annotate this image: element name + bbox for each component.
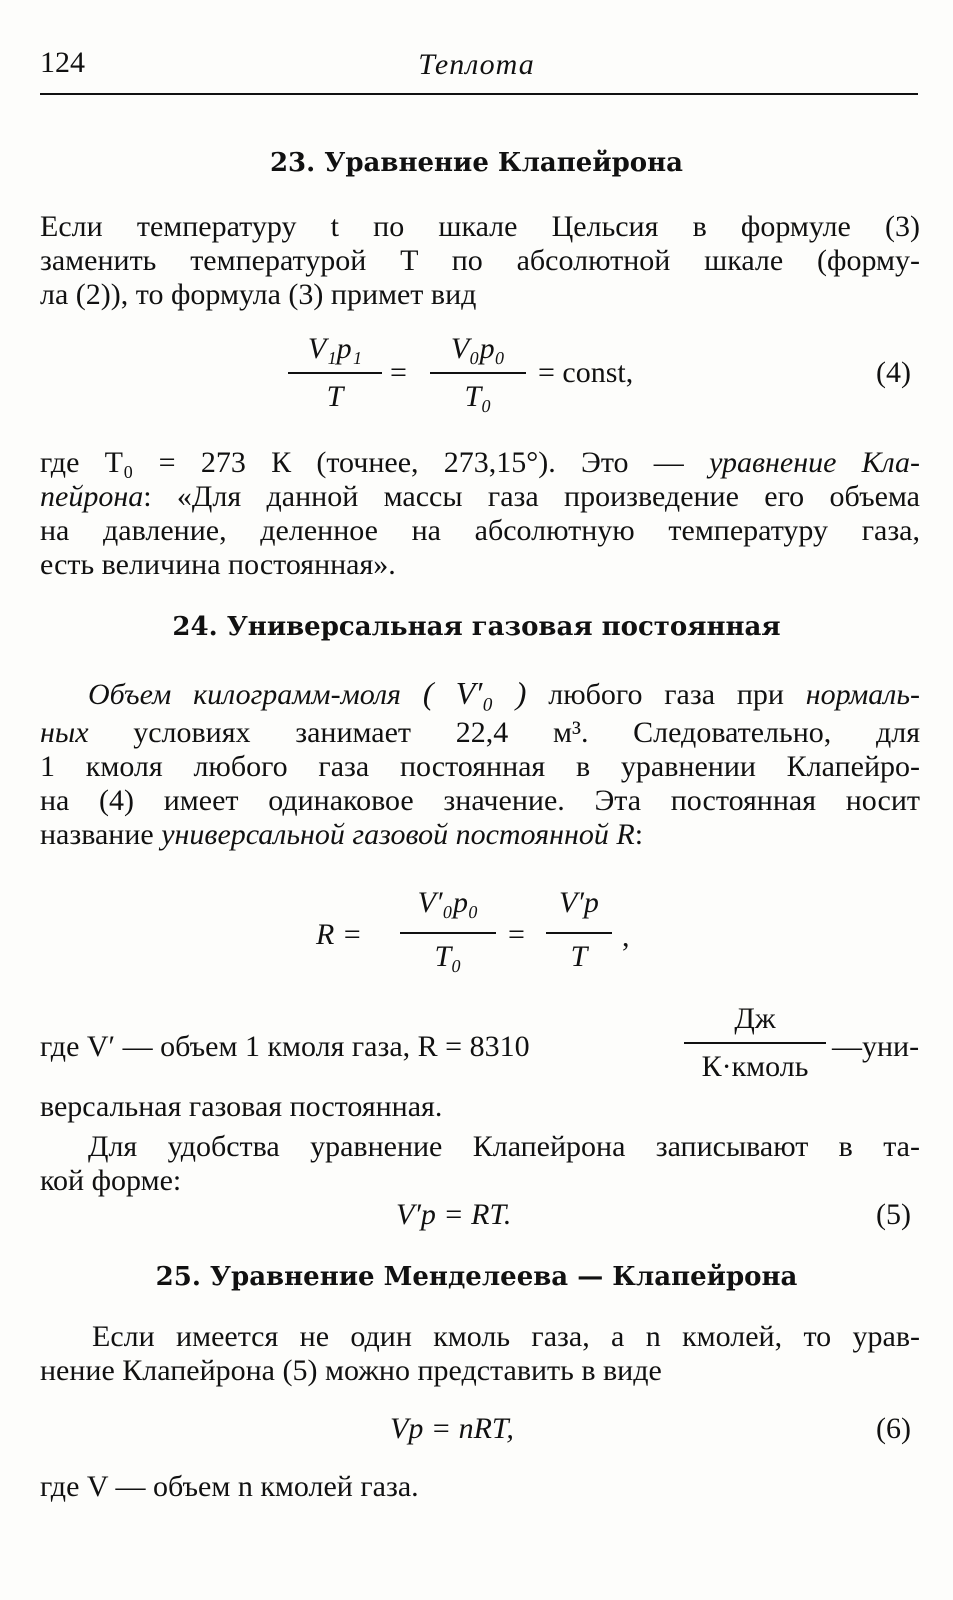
s24-p1-line-1	[40, 676, 920, 712]
s24-p2-line-1-end: —уни-	[832, 1030, 920, 1063]
s25-p2: где V — объем n кмолей газа.	[40, 1470, 419, 1503]
eq4-lhs-denominator: T	[326, 380, 344, 413]
unit-fraction-bar	[684, 1042, 826, 1044]
s23-p2-line-2-text: : «Для данной массы газа произведение его объема	[143, 480, 920, 513]
eq4-number: (4)	[876, 356, 911, 389]
eq6-number: (6)	[876, 1412, 911, 1445]
unit-denominator: К·кмоль	[701, 1050, 809, 1083]
eq4-rhs-fraction-bar	[430, 372, 526, 374]
s23-p2-line-4: есть величина постоянная».	[40, 548, 396, 581]
s24-p1-line-4: на (4) имеет одинаковое значение. Эта постоянная носит	[40, 784, 920, 817]
s24-p3-line-1: Для удобства уравнение Клапейрона записывают в та-	[88, 1130, 920, 1163]
eqR-lhs: R =	[316, 918, 363, 951]
s23-p1-line-1: Если температуру t по шкале Цельсия в формуле (3)	[40, 210, 920, 243]
s24-p3-line-2: кой форме:	[40, 1164, 182, 1197]
eqR-numerator-1: V′₀p₀	[417, 886, 479, 919]
section-24-title: 24. Универсальная газовая постоянная	[172, 612, 781, 642]
header-rule	[40, 93, 918, 95]
s24-molar-volume-symbol: ( V′₀ )	[422, 675, 527, 711]
eqR-denominator-1: T₀	[434, 940, 462, 973]
eqR-comma: ,	[622, 920, 630, 953]
eq4-rhs-numerator: V₀p₀	[450, 332, 506, 365]
s24-p1-line-2-text: условиях занимает 22,4 м³. Следовательно, для	[133, 716, 921, 749]
eqR-numerator-2: V′p	[559, 886, 599, 919]
s24-p1-line-5-text: название	[40, 818, 154, 851]
s24-p1-line-5-colon: :	[634, 818, 644, 851]
eq4-equals: =	[390, 356, 407, 389]
s24-p1-line-3: 1 кмоля любого газа постоянная в уравнении Клапейро-	[40, 750, 920, 783]
eq5-number: (5)	[876, 1198, 911, 1231]
s24-p1-line-5	[40, 818, 920, 852]
eqR-equals: =	[508, 918, 525, 951]
s23-p2-line-1-text: где T₀ = 273 К (точнее, 273,15°). Это —	[40, 446, 684, 479]
s23-p2-line-1-italic: уравнение Кла-	[709, 446, 921, 479]
running-title: Теплота	[418, 48, 535, 81]
equation-5: V′p = RT.	[396, 1198, 512, 1231]
eqR-fraction-bar-2	[546, 932, 612, 934]
clapeyron-term: пейрона	[40, 480, 144, 513]
eq4-lhs-numerator: V₁p₁	[307, 332, 363, 365]
s24-term-normal: нормаль-	[805, 678, 921, 711]
s24-term-universal-constant: универсальной газовой постоянной R	[161, 818, 635, 851]
equation-6: Vp = nRT,	[390, 1412, 514, 1445]
s23-p2-line-3: на давление, деленное на абсолютную температуру газа,	[40, 514, 920, 547]
section-25-title: 25. Уравнение Менделеева — Клапейрона	[155, 1262, 798, 1292]
s24-p2-line-1-text: где V′ — объем 1 кмоля газа, R = 8310	[40, 1030, 530, 1063]
s23-p1-line-2: заменить температурой T по абсолютной шкале (форму-	[40, 244, 920, 277]
s23-p1-line-3: ла (2)), то формула (3) примет вид	[40, 278, 477, 311]
eq4-const: = const,	[538, 356, 634, 389]
page-number: 124	[40, 46, 85, 79]
s23-p2-line-1	[40, 446, 920, 480]
eqR-denominator-2: T	[570, 940, 588, 973]
s24-p1-line-2	[40, 716, 920, 750]
s24-p2-line-2: версальная газовая постоянная.	[40, 1090, 443, 1123]
s24-term-molar-volume: Объем килограмм-моля	[88, 678, 401, 711]
section-23-title: 23. Уравнение Клапейрона	[269, 148, 684, 178]
s24-term-normal-end: ных	[40, 716, 89, 749]
unit-numerator: Дж	[734, 1002, 776, 1035]
s24-p1-line-1-text: любого газа при	[548, 678, 784, 711]
s25-p1-line-2: нение Клапейрона (5) можно представить в виде	[40, 1354, 662, 1387]
eqR-fraction-bar-1	[400, 932, 496, 934]
eq4-rhs-denominator: T₀	[464, 380, 492, 413]
s23-p2-line-2	[40, 480, 920, 514]
s25-p1-line-1: Если имеется не один кмоль газа, а n кмолей, то урав-	[92, 1320, 920, 1353]
eq4-lhs-fraction-bar	[288, 372, 382, 374]
